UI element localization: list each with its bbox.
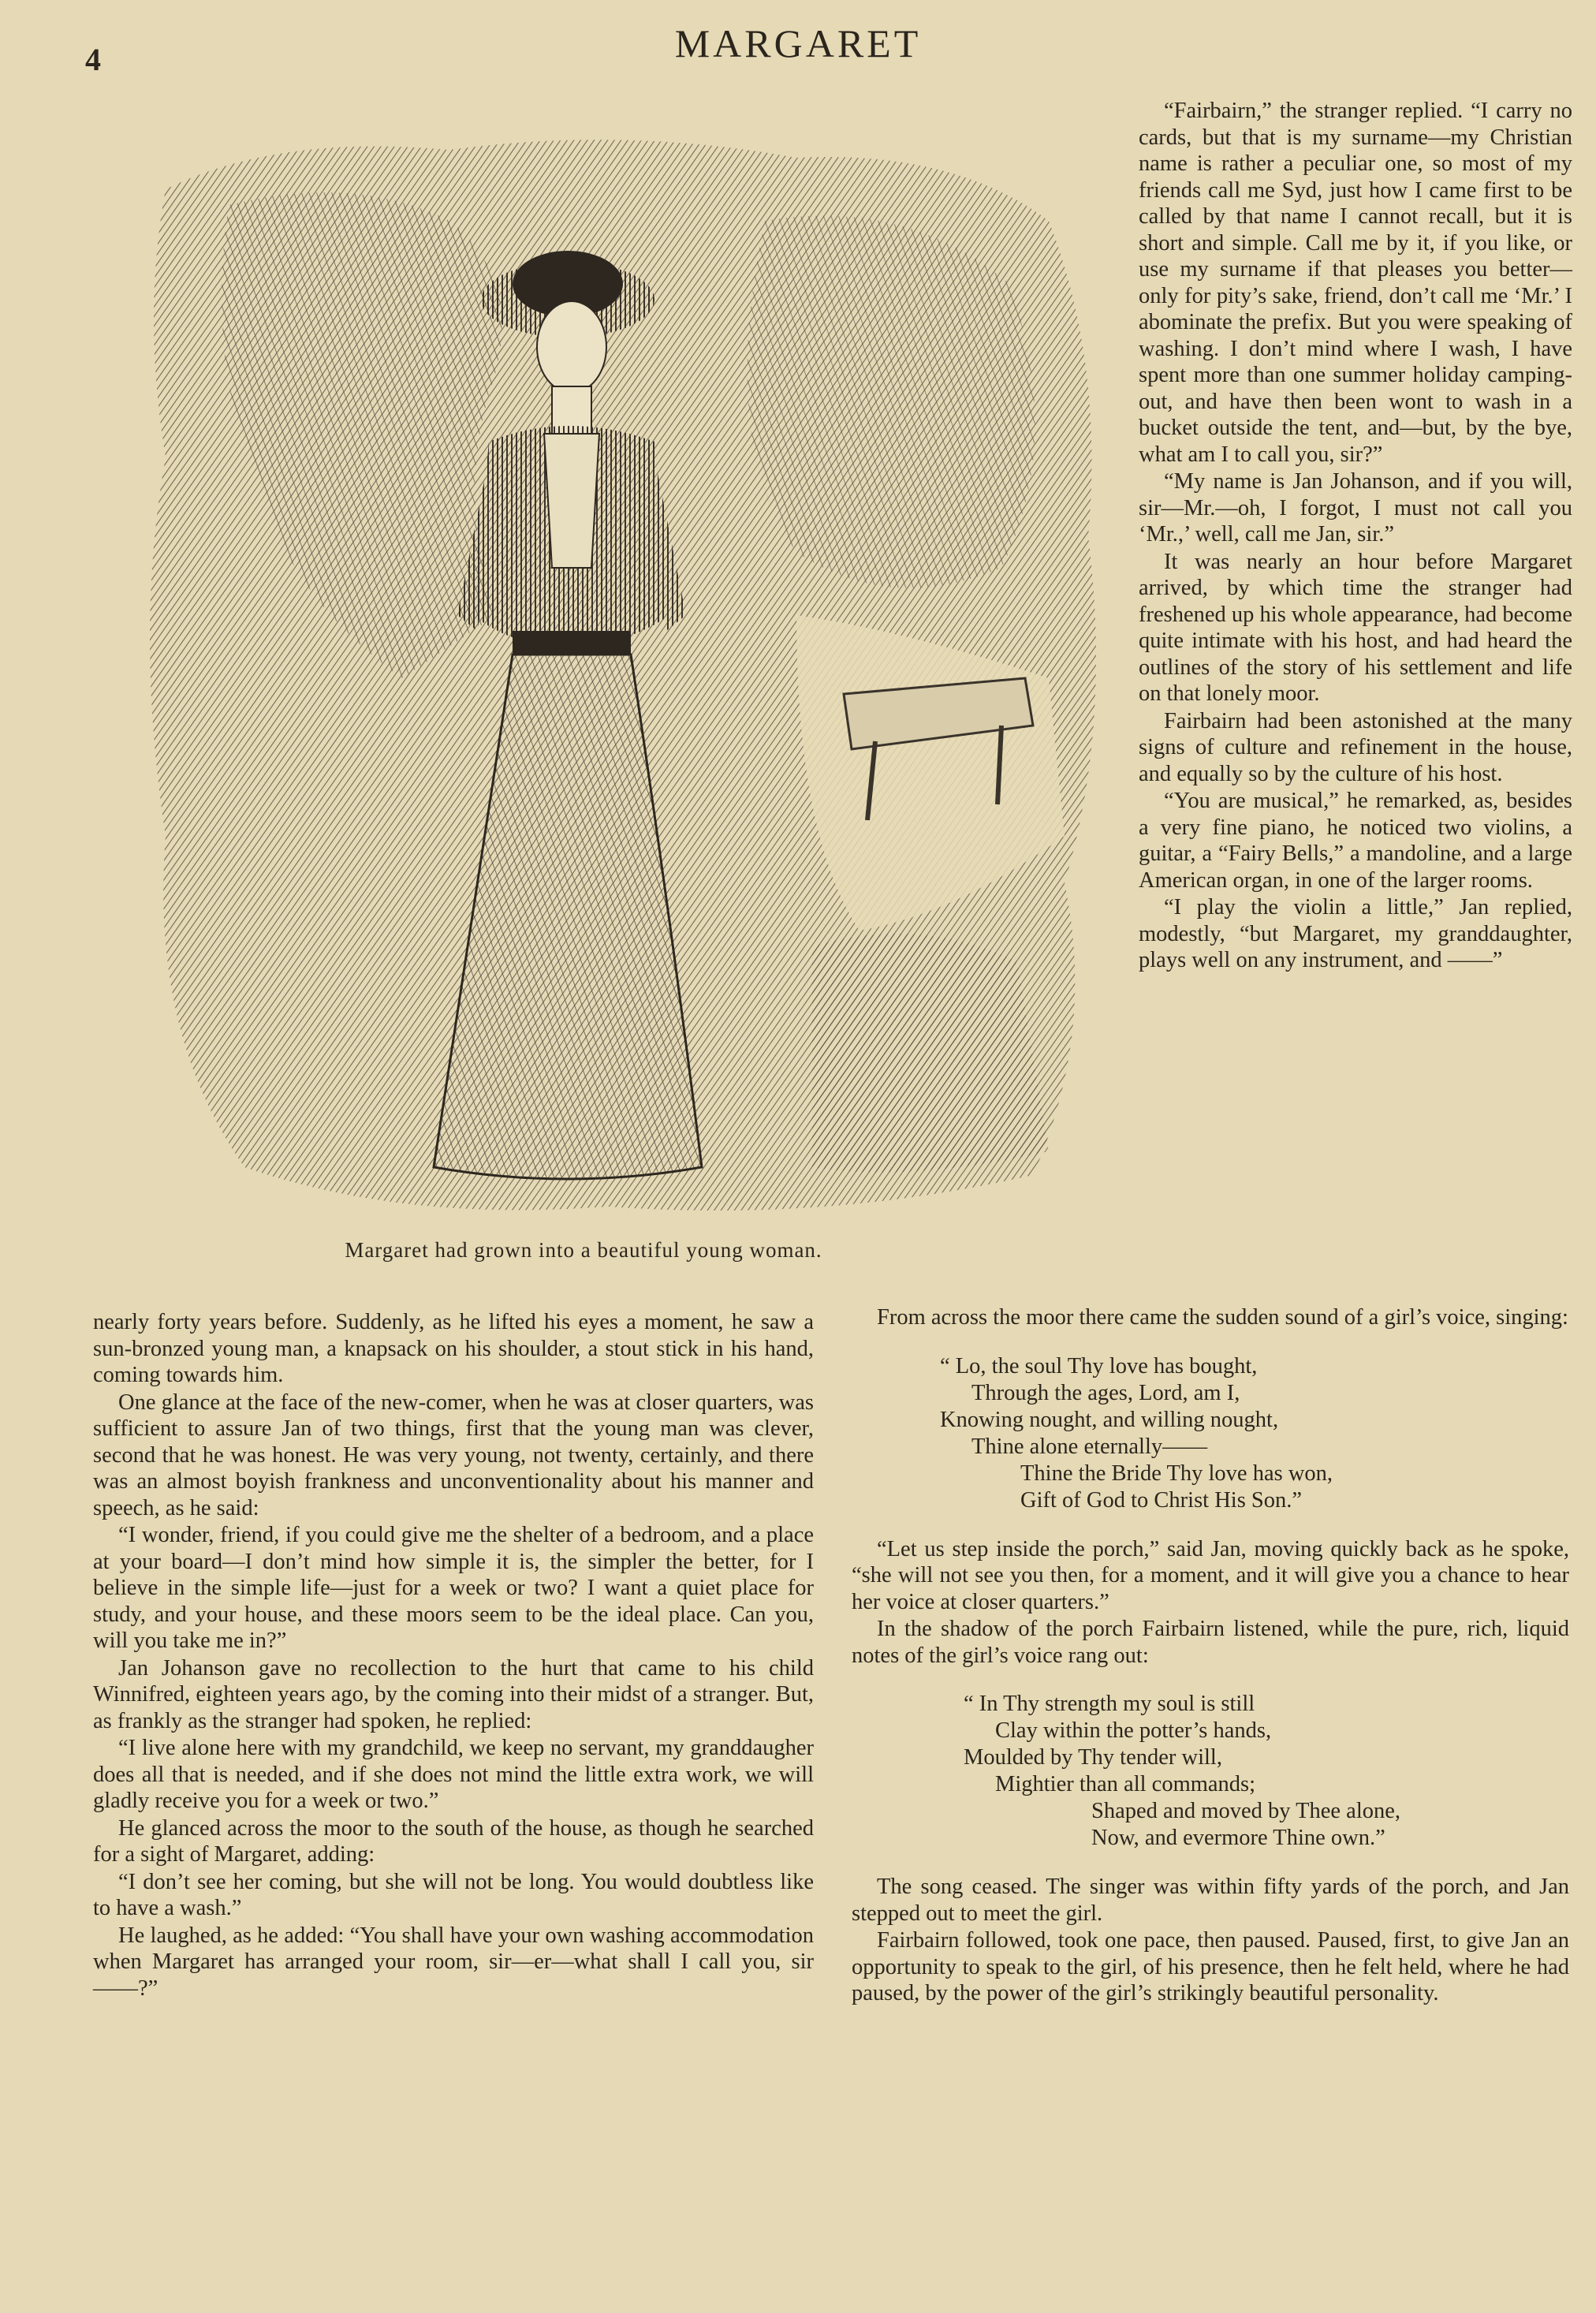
page-number: 4 — [85, 42, 101, 77]
paragraph: “I play the violin a little,” Jan replied, modestly, “but Margaret, my granddaughter, plays well on any instrument, and ——” — [1139, 895, 1572, 972]
verse-line: Shaped and moved by Thee alone, — [1091, 1799, 1401, 1823]
verse-line: Mightier than all commands; — [995, 1772, 1256, 1796]
paragraph: Fairbairn followed, took one pace, then paused. Paused, first, to give Jan an opportunity to speak to the girl, of his presence, then he felt held, where he had paused, by the power of the girl’s strikingly beautiful personality. — [852, 1928, 1569, 2005]
paragraph: He glanced across the moor to the south of the house, as though he searched for a sight of Margaret, adding: — [93, 1815, 814, 1867]
paragraph: “You are musical,” he remarked, as, besides a very fine piano, he noticed two violins, a guitar, a “Fairy Bells,” a mandoline, and a large American organ, in one of the larger rooms. — [1139, 789, 1572, 893]
paragraph: “I live alone here with my grandchild, we keep no servant, my granddaugher does all that is needed, and if she does not mind the little extra work, we will gladly receive you for a week or two.” — [93, 1736, 814, 1813]
paragraph: From across the moor there came the sudden sound of a girl’s voice, singing: — [877, 1305, 1568, 1330]
paragraph: The song ceased. The singer was within fifty yards of the porch, and Jan stepped out to meet the girl. — [852, 1875, 1569, 1926]
verse-line: Clay within the potter’s hands, — [995, 1718, 1272, 1743]
paragraph: Jan Johanson gave no recollection to the hurt that came to his child Winnifred, eighteen years ago, by the coming into their midst of a stranger. But, as frankly as the stranger had spoken, he replied: — [93, 1655, 814, 1733]
verse-line: Gift of God to Christ His Son.” — [1020, 1487, 1303, 1513]
engraving-illustration-woman-in-garden — [118, 126, 1128, 1230]
paragraph: nearly forty years before. Suddenly, as he lifted his eyes a moment, he saw a sun-bronzed young man, a knapsack on his shoulder, a stout stick in his hand, coming towards him. — [93, 1310, 814, 1387]
verse-line: Moulded by Thy tender will, — [964, 1745, 1222, 1770]
paragraph: He laughed, as he added: “You shall have your own washing accommodation when Margaret has arranged your room, sir—er—what shall I call you, sir——?” — [93, 1923, 814, 2001]
right-column-text — [852, 1304, 1569, 2008]
paragraph: “I wonder, friend, if you could give me the shelter of a bedroom, and a place at your board—I don’t mind how simple it is, the simpler the better, for I believe in the simple life—just for a week or two? I want a quiet place for study, and your house, and these moors seem to be the ideal place. Can you, will you take me in?” — [93, 1523, 814, 1653]
verse-line: Thine the Bride Thy love has won, — [1020, 1461, 1333, 1486]
verse-line: “ In Thy strength my soul is still — [964, 1692, 1255, 1716]
hymn-verse-1 — [923, 1353, 1569, 1514]
paragraph: It was nearly an hour before Margaret arrived, by which time the stranger had freshened up his whole appearance, had become quite intimate with his host, and had heard the outlines of the story of his settlement and life on that lonely moor. — [1139, 549, 1572, 706]
paragraph: “Fairbairn,” the stranger replied. “I carry no cards, but that is my surname—my Christian name is rather a peculiar one, so most of my friends call me Syd, just how I came first to be called by that name I cannot recall, but it is short and simple. Call me by it, if you like, or use my surname if that pleases you better—only for pity’s sake, friend, don’t call me ‘Mr.’ I abominate the prefix. But you were speaking of washing. I don’t mind where I wash, I have spent more than one summer holiday camping-out, and have then been wont to wash in a bucket outside the tent, and—but, by the bye, what am I to call you, sir?” — [1139, 99, 1572, 467]
paragraph: “Let us step inside the porch,” said Jan, moving quickly back as he spoke, “she will not see you then, for a moment, and it will give you a chance to hear her voice at closer quarters.” — [852, 1536, 1569, 1614]
paragraph: In the shadow of the porch Fairbairn listened, while the pure, rich, liquid notes of the girl’s voice rang out: — [852, 1617, 1569, 1668]
paragraph: Fairbairn had been astonished at the many signs of culture and refinement in the house, and equally so by the culture of his host. — [1139, 708, 1572, 786]
paragraph: “I don’t see her coming, but she will not be long. You would doubtless like to have a wash.” — [93, 1869, 814, 1920]
right-column-upper-text — [1139, 98, 1572, 975]
verse-line: Knowing nought, and willing nought, — [940, 1407, 1279, 1432]
paragraph: “My name is Jan Johanson, and if you will, sir—Mr.—oh, I forgot, I must not call you ‘Mr.,’ well, call me Jan, sir.” — [1139, 469, 1572, 547]
verse-line: Now, and evermore Thine own.” — [1091, 1826, 1385, 1850]
verse-line: “ Lo, the soul Thy love has bought, — [940, 1353, 1258, 1378]
hymn-verse-2 — [946, 1691, 1569, 1852]
paragraph: One glance at the face of the new-comer, when he was at closer quarters, was sufficient to assure Jan of two things, first that the young man was clever, second that he was honest. He was very young, not twenty, certainly, and there was an almost boyish frankness and unconventionality about his manner and speech, as he said: — [93, 1390, 814, 1520]
illustration-caption: Margaret had grown into a beautiful young woman. — [345, 1238, 822, 1262]
left-column-text — [93, 1309, 814, 2002]
verse-line: Thine alone eternally—— — [971, 1434, 1208, 1459]
verse-line: Through the ages, Lord, am I, — [971, 1380, 1240, 1405]
running-title: MARGARET — [674, 21, 922, 65]
